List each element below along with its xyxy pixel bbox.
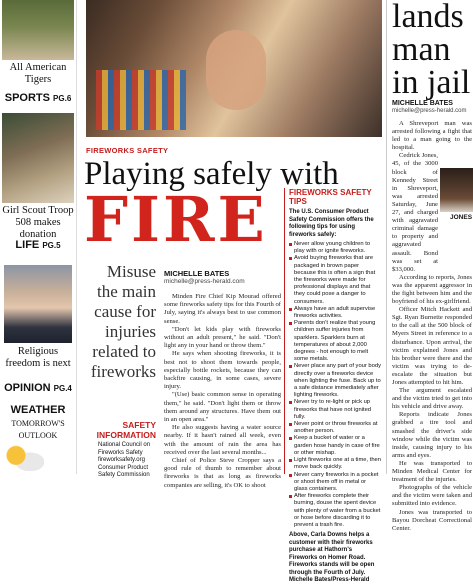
section-sports-label: SPORTS (4, 92, 50, 104)
safety-tips-box (284, 188, 382, 584)
section-opinion-label: OPINION (4, 382, 51, 394)
section-life[interactable] (0, 239, 76, 251)
section-opinion-page: PG.4 (53, 384, 72, 393)
paragraph: "(Use) basic common sense in operating them," he said. "Don't light them or throw them around any structures. Have them out in an open area." (164, 391, 281, 424)
paragraph: Officer Mitch Hackett and Sgt. Ryan Burnette responded to the call at the 500 block of Myers Street in reference to a disturbance. Upon arrival, the victim explained Jones and his brother were there and the victim was trying to de-escalate the situation but Jones attempted to hit him. (392, 306, 472, 386)
girl-scout-photo[interactable] (2, 113, 74, 203)
safety-info-heading: SAFETY INFORMATION (96, 420, 156, 440)
headline-line1[interactable]: Playing safely with (84, 156, 339, 192)
tomorrows-outlook: TOMORROW'S OUTLOOK (11, 419, 65, 440)
tip-item: Light fireworks one at a time, then move back quickly. (289, 457, 381, 471)
paragraph: He was transported to Minden Medical Center for treatment of the injuries. (392, 459, 472, 484)
tip-item: Keep a bucket of water or a garden hose handy in case of fire or other mishap. (289, 435, 381, 457)
headline-fire[interactable]: FIRE (84, 183, 268, 256)
deck: Misuse the main cause for injuries related to fireworks (90, 262, 156, 381)
mugshot-caption: JONES (450, 214, 473, 221)
jones-mugshot[interactable] (440, 168, 473, 212)
tips-list (289, 241, 381, 529)
paragraph: Chief of Police Steve Cropper says a good rule of thumb to remember about fireworks is that as long as fireworks companies are selling, it's OK to shoot (164, 457, 281, 489)
partly-sunny-icon (4, 445, 44, 471)
tip-item: Parents don't realize that young children suffer injuries from sparklers. Sparklers burn at temperatures of about 2,000 degrees - hot enough to melt some metals. (289, 320, 381, 363)
tips-title: FIREWORKS SAFETY TIPS (289, 188, 372, 206)
tease-girl-scouts[interactable]: Girl Scout Troop 508 makes donation (2, 205, 74, 240)
tip-item: After fireworks complete their burning, douse the spent device with plenty of water from a bucket or hose before discarding it to prevent a trash fire. (289, 493, 381, 529)
tips-intro: The U.S. Consumer Product Safety Commission offers the following tips for using fireworks safely: (289, 209, 374, 238)
safety-info-link[interactable]: fireworksafety.org (98, 457, 145, 463)
paragraph: According to reports, Jones was the apparent aggressor in the fight between him and the boyfriend of his ex-girlfriend. (392, 273, 472, 306)
story-body (164, 293, 281, 490)
paragraph: Cedrick Jones, 45, of the 3000 block of Kennedy Street in Shreveport, was arrested Saturday, June 27, and charged with aggravated criminal damage to property and aggravated assault. Bond was set at $33,000. (392, 152, 438, 273)
byline-email[interactable]: michelle@press-herald.com (164, 278, 245, 285)
section-sports[interactable] (0, 92, 76, 104)
paragraph: He says when shooting fireworks, it is best not to shoot them towards people, especially bottle rockets, because they can backfire causing, in some cases, severe injury. (164, 350, 281, 391)
section-life-page: PG.5 (42, 241, 61, 250)
paragraph: The argument escalated and the victim tried to get into his vehicle and drive away. (392, 387, 472, 411)
right-byline: MICHELLE BATES (392, 100, 453, 107)
fireworks-stand-photo[interactable] (86, 0, 382, 137)
section-sports-page: PG.6 (53, 94, 72, 103)
tip-item: Never try to re-light or pick up fireworks that have not ignited fully. (289, 399, 381, 421)
section-life-label: LIFE (15, 239, 40, 251)
columnist-photo[interactable] (4, 265, 72, 343)
safety-info-item: Consumer Product Safety Commission (98, 464, 150, 478)
section-weather[interactable]: WEATHER (10, 404, 66, 416)
paragraph: Reports indicate Jones grabbed a tire tool and smashed the driver's side window while the victim was inside, causing injury to his arms and eyes. (392, 411, 472, 459)
tip-item: Never point or throw fireworks at another person. (289, 421, 381, 435)
tease-tigers[interactable]: All American Tigers (9, 62, 67, 85)
tip-item: Always have an adult supervise fireworks activities. (289, 306, 381, 320)
paragraph: Minden Fire Chief Kip Mourad offered some fireworks safety tips for this Fourth of July, saying it's always best to use common sense. (164, 293, 281, 325)
paragraph: "Don't let kids play with fireworks without an adult present," he said. "Don't light any in your hand or throw them." (164, 325, 281, 350)
tigers-photo[interactable] (2, 0, 74, 60)
photo-caption: Above, Carla Downs helps a customer with their fireworks purchase at Hathorn's Fireworks on Homer Road. Fireworks stands will be open through the Fourth of July. Michelle Bates/Press-Herald (289, 532, 375, 584)
right-byline-email[interactable]: michelle@press-herald.com (392, 108, 467, 114)
tease-religious-freedom[interactable]: Religious freedom is next (5, 346, 71, 369)
tip-item: Never allow young children to play with or ignite fireworks. (289, 241, 381, 255)
kicker: FIREWORKS SAFETY (86, 146, 169, 155)
safety-info-item: National Council on Fireworks Safety (98, 442, 151, 456)
customer-hand-shape (206, 30, 266, 110)
jail-headline[interactable]: lands man in jail (392, 0, 471, 101)
section-opinion[interactable] (0, 382, 76, 394)
paragraph: Photographs of the vehicle and the victim were taken and submitted into evidence. (392, 484, 472, 508)
byline: MICHELLE BATES (164, 269, 230, 278)
paragraph: He also suggests having a water source nearby. If it hasn't rained all week, even with the amount of rain the area has received over the last several months... (164, 424, 281, 456)
tip-item: Never carry fireworks in a pocket or shoot them off in metal or glass containers. (289, 472, 381, 494)
paragraph: Jones was transported to Bayou Dorcheat Correctional Center. (392, 508, 472, 532)
paragraph: A Shreveport man was arrested following a fight that led to a man going to the hospital. (392, 120, 472, 152)
fireworks-display-shape (96, 70, 186, 130)
tip-item: Avoid buying fireworks that are packaged in brown paper because this is often a sign that the fireworks were made for professional displays and that they could pose a danger to consumers. (289, 255, 381, 305)
tip-item: Never place any part of your body directly over a fireworks device when lighting the fuse. Back up to a safe distance immediately after lighting fireworks. (289, 363, 381, 399)
